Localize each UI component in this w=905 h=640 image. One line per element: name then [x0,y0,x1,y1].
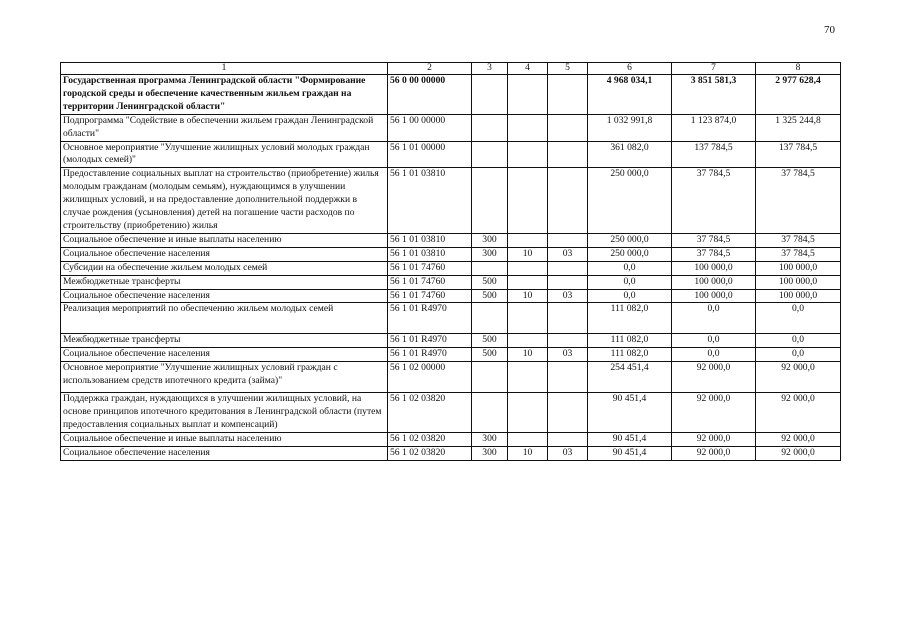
target-code-cell: 56 0 00 00000 [388,75,472,115]
subsection-cell [548,393,588,433]
expense-type-cell: 300 [472,432,508,446]
amount-year3-cell: 0,0 [756,303,841,334]
amount-year2-cell: 92 000,0 [672,362,756,393]
amount-year1-cell: 0,0 [588,261,672,275]
amount-year3-cell: 100 000,0 [756,261,841,275]
amount-year2-cell: 1 123 874,0 [672,114,756,141]
amount-year3-cell: 0,0 [756,334,841,348]
expense-type-cell [472,141,508,168]
amount-year3-cell: 92 000,0 [756,362,841,393]
table-row [61,233,841,247]
amount-year2-cell: 100 000,0 [672,289,756,303]
target-code-cell: 56 1 00 00000 [388,114,472,141]
amount-year1-cell: 4 968 034,1 [588,75,672,115]
target-code-cell: 56 1 01 74760 [388,275,472,289]
table-row [61,275,841,289]
section-cell [508,233,548,247]
amount-year1-cell: 250 000,0 [588,247,672,261]
row-name-cell: Социальное обеспечение и иные выплаты населению [61,233,388,247]
subsection-cell [548,141,588,168]
amount-year1-cell: 111 082,0 [588,334,672,348]
expense-type-cell [472,114,508,141]
table-row [61,446,841,460]
expense-type-cell [472,393,508,433]
section-cell [508,261,548,275]
amount-year2-cell: 100 000,0 [672,261,756,275]
amount-year3-cell: 100 000,0 [756,289,841,303]
section-cell [508,141,548,168]
header-cell: 2 [388,63,472,75]
subsection-cell [548,362,588,393]
expense-type-cell: 500 [472,348,508,362]
row-name-cell: Социальное обеспечение населения [61,348,388,362]
table-row [61,114,841,141]
section-cell [508,275,548,289]
amount-year1-cell: 250 000,0 [588,168,672,234]
section-cell [508,303,548,334]
row-name-cell: Основное мероприятие "Улучшение жилищных условий молодых граждан (молодых семей)" [61,141,388,168]
subsection-cell [548,168,588,234]
row-name-cell: Субсидии на обеспечение жильем молодых семей [61,261,388,275]
amount-year3-cell: 37 784,5 [756,168,841,234]
target-code-cell: 56 1 01 R4970 [388,303,472,334]
target-code-cell: 56 1 02 00000 [388,362,472,393]
expense-type-cell: 500 [472,275,508,289]
amount-year1-cell: 90 451,4 [588,393,672,433]
amount-year2-cell: 92 000,0 [672,446,756,460]
header-cell: 3 [472,63,508,75]
table-row [61,362,841,393]
expense-type-cell [472,168,508,234]
table-row [61,348,841,362]
header-cell: 4 [508,63,548,75]
target-code-cell: 56 1 02 03820 [388,446,472,460]
table-body [61,75,841,461]
subsection-cell [548,275,588,289]
table-row [61,247,841,261]
row-name-cell: Межбюджетные трансферты [61,275,388,289]
amount-year3-cell: 92 000,0 [756,446,841,460]
amount-year1-cell: 1 032 991,8 [588,114,672,141]
amount-year2-cell: 92 000,0 [672,432,756,446]
expense-type-cell [472,362,508,393]
expense-type-cell: 500 [472,334,508,348]
row-name-cell: Межбюджетные трансферты [61,334,388,348]
table-row [61,261,841,275]
target-code-cell: 56 1 01 R4970 [388,348,472,362]
amount-year1-cell: 90 451,4 [588,432,672,446]
expense-type-cell: 500 [472,289,508,303]
table-row [61,393,841,433]
subsection-cell: 03 [548,348,588,362]
amount-year2-cell: 0,0 [672,303,756,334]
page-number: 70 [824,24,835,36]
amount-year2-cell: 37 784,5 [672,233,756,247]
amount-year1-cell: 90 451,4 [588,446,672,460]
amount-year1-cell: 0,0 [588,275,672,289]
expense-type-cell [472,261,508,275]
row-name-cell: Социальное обеспечение населения [61,289,388,303]
section-cell: 10 [508,446,548,460]
header-cell: 1 [61,63,388,75]
expense-type-cell: 300 [472,233,508,247]
budget-table [60,62,841,461]
header-cell: 7 [672,63,756,75]
section-cell [508,114,548,141]
subsection-cell [548,75,588,115]
section-cell [508,432,548,446]
table-row [61,334,841,348]
amount-year3-cell: 92 000,0 [756,393,841,433]
section-cell: 10 [508,247,548,261]
amount-year2-cell: 37 784,5 [672,168,756,234]
subsection-cell [548,114,588,141]
amount-year3-cell: 0,0 [756,348,841,362]
table-row [61,75,841,115]
amount-year1-cell: 111 082,0 [588,303,672,334]
table-row [61,303,841,334]
subsection-cell: 03 [548,247,588,261]
amount-year2-cell: 0,0 [672,334,756,348]
amount-year1-cell: 361 082,0 [588,141,672,168]
amount-year2-cell: 137 784,5 [672,141,756,168]
section-cell [508,75,548,115]
row-name-cell: Подпрограмма "Содействие в обеспечении жильем граждан Ленинградской области" [61,114,388,141]
row-name-cell: Государственная программа Ленинградской области "Формирование городской среды и обеспечение качественным жильем граждан на территории Ленинградской области" [61,75,388,115]
amount-year3-cell: 92 000,0 [756,432,841,446]
subsection-cell [548,334,588,348]
amount-year2-cell: 100 000,0 [672,275,756,289]
subsection-cell [548,261,588,275]
amount-year1-cell: 111 082,0 [588,348,672,362]
table-row [61,432,841,446]
section-cell: 10 [508,348,548,362]
target-code-cell: 56 1 01 03810 [388,247,472,261]
section-cell: 10 [508,289,548,303]
subsection-cell: 03 [548,446,588,460]
target-code-cell: 56 1 02 03820 [388,393,472,433]
row-name-cell: Социальное обеспечение населения [61,247,388,261]
expense-type-cell [472,303,508,334]
header-cell: 8 [756,63,841,75]
amount-year3-cell: 100 000,0 [756,275,841,289]
row-name-cell: Социальное обеспечение и иные выплаты населению [61,432,388,446]
amount-year3-cell: 37 784,5 [756,247,841,261]
row-name-cell: Основное мероприятие "Улучшение жилищных условий граждан с использованием средств ипотечного кредита (займа)" [61,362,388,393]
section-cell [508,393,548,433]
amount-year3-cell: 1 325 244,8 [756,114,841,141]
section-cell [508,334,548,348]
row-name-cell: Реализация мероприятий по обеспечению жильем молодых семей [61,303,388,334]
amount-year1-cell: 254 451,4 [588,362,672,393]
target-code-cell: 56 1 01 74760 [388,289,472,303]
target-code-cell: 56 1 01 00000 [388,141,472,168]
amount-year2-cell: 0,0 [672,348,756,362]
row-name-cell: Социальное обеспечение населения [61,446,388,460]
amount-year3-cell: 137 784,5 [756,141,841,168]
subsection-cell [548,233,588,247]
header-cell: 5 [548,63,588,75]
amount-year2-cell: 3 851 581,3 [672,75,756,115]
table-row [61,289,841,303]
amount-year1-cell: 250 000,0 [588,233,672,247]
amount-year1-cell: 0,0 [588,289,672,303]
row-name-cell: Поддержка граждан, нуждающихся в улучшении жилищных условий, на основе принципов ипотечного кредитования в Ленинградской области (путем предоставления социальных выплат и компенсаций) [61,393,388,433]
amount-year2-cell: 37 784,5 [672,247,756,261]
amount-year2-cell: 92 000,0 [672,393,756,433]
expense-type-cell: 300 [472,247,508,261]
table-row [61,168,841,234]
header-row [61,63,841,75]
amount-year3-cell: 37 784,5 [756,233,841,247]
header-cell: 6 [588,63,672,75]
target-code-cell: 56 1 01 03810 [388,233,472,247]
target-code-cell: 56 1 01 03810 [388,168,472,234]
expense-type-cell [472,75,508,115]
subsection-cell: 03 [548,289,588,303]
target-code-cell: 56 1 01 74760 [388,261,472,275]
section-cell [508,362,548,393]
table-row [61,141,841,168]
subsection-cell [548,303,588,334]
target-code-cell: 56 1 01 R4970 [388,334,472,348]
section-cell [508,168,548,234]
expense-type-cell: 300 [472,446,508,460]
subsection-cell [548,432,588,446]
amount-year3-cell: 2 977 628,4 [756,75,841,115]
target-code-cell: 56 1 02 03820 [388,432,472,446]
row-name-cell: Предоставление социальных выплат на строительство (приобретение) жилья молодым гражданам (молодым семьям), нуждающимся в улучшении жилищных условий, и на предоставление дополнительной поддержки в случае рождения (усыновления) детей на погашение части расходов по строительству (приобретению) жилья [61,168,388,234]
